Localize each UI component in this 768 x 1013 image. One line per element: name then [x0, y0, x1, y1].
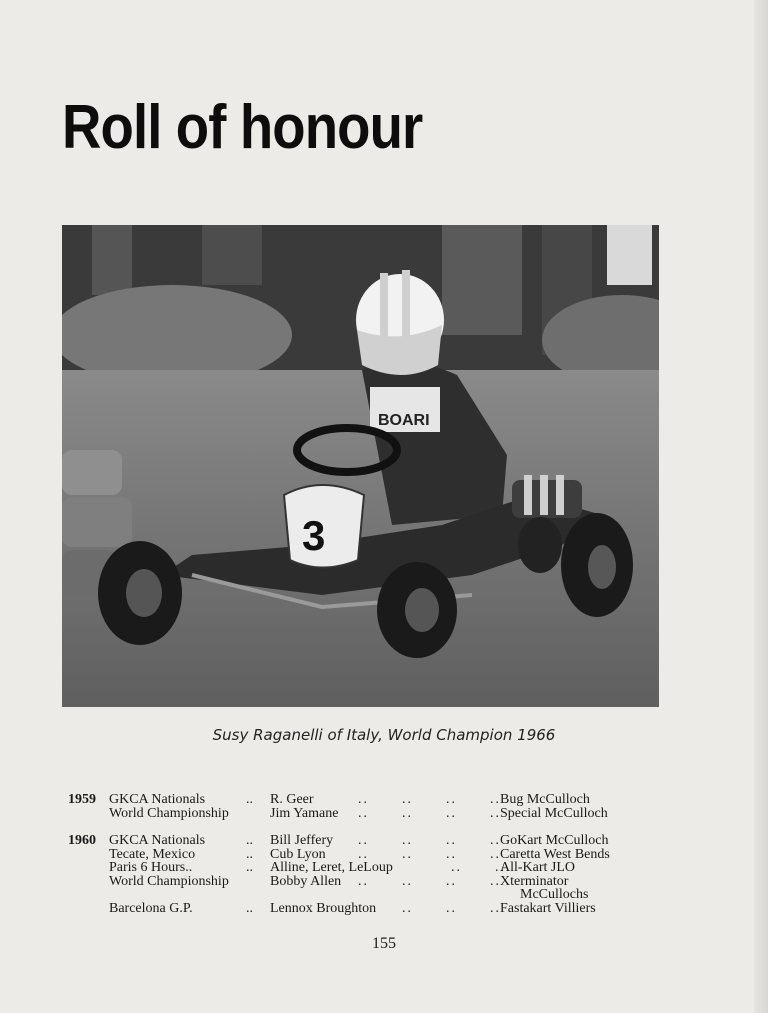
- result-driver: Bobby Allen: [270, 873, 342, 889]
- result-driver: Lennox Broughton: [270, 900, 377, 916]
- result-event: GKCA Nationals: [109, 833, 206, 848]
- kart-number: 3: [302, 512, 326, 559]
- result-event: World Championship: [109, 805, 229, 821]
- result-driver: Alline, Leret, LeLoup: [270, 860, 393, 875]
- result-row: [68, 888, 708, 902]
- result-driver: R. Geer: [270, 792, 314, 807]
- results-group-1959: [68, 793, 708, 820]
- result-event-name: Paris 6 Hours: [109, 860, 186, 875]
- kart-photo: [62, 225, 659, 707]
- leader-dots: .. .. .. ..: [358, 846, 501, 862]
- result-make: Fastakart Villiers: [500, 900, 596, 916]
- leader-dots: ..: [246, 792, 253, 807]
- result-row: [68, 807, 708, 821]
- result-year: 1959: [68, 792, 96, 807]
- result-driver: Jim Yamane: [270, 805, 339, 821]
- result-make: Special McCulloch: [500, 805, 608, 821]
- leader-dots: ..: [246, 846, 253, 862]
- result-row: [68, 875, 708, 889]
- result-row: [68, 861, 708, 875]
- kart-photo-illustration: [62, 225, 659, 707]
- result-driver: Cub Lyon: [270, 846, 326, 862]
- leader-dots: .. .. .. ..: [358, 833, 501, 848]
- results-list: [68, 793, 708, 929]
- result-make: All-Kart JLO: [500, 860, 576, 875]
- leader-dots: ..: [246, 833, 253, 848]
- result-event: Barcelona G.P.: [109, 900, 193, 916]
- result-make: Bug McCulloch: [500, 792, 590, 807]
- result-make: Xterminator: [500, 873, 569, 889]
- result-event: Tecate, Mexico: [109, 846, 196, 862]
- leader-dots: .. .. ..: [402, 900, 501, 916]
- photo-caption: Susy Raganelli of Italy, World Champion 1966: [212, 726, 556, 744]
- result-event: Paris 6 Hours..: [109, 860, 193, 875]
- result-row: [68, 848, 708, 862]
- result-year: 1960: [68, 833, 96, 848]
- result-row: [68, 793, 708, 807]
- result-row: [68, 902, 708, 916]
- bib-text: BOARI: [378, 412, 430, 429]
- result-make: Caretta West Bends: [500, 846, 610, 862]
- result-make: McCullochs: [520, 887, 589, 902]
- result-make: GoKart McCulloch: [500, 833, 609, 848]
- leader-dots: .. ..: [451, 860, 506, 875]
- results-group-1960: [68, 834, 708, 915]
- leader-dots: ..: [246, 860, 253, 875]
- page-title: Roll of honour: [62, 93, 423, 162]
- leader-dots: .. .. .. ..: [358, 792, 501, 807]
- leader-dots: .. .. .. ..: [358, 873, 501, 889]
- result-row: [68, 834, 708, 848]
- leader-dots: .. .. .. ..: [358, 805, 501, 821]
- result-driver: Bill Jeffery: [270, 833, 334, 848]
- page-edge: [754, 0, 768, 1013]
- page-number: 155: [372, 935, 396, 952]
- leader-dots: ..: [246, 900, 253, 916]
- result-event: GKCA Nationals: [109, 792, 206, 807]
- result-event: World Championship: [109, 873, 229, 889]
